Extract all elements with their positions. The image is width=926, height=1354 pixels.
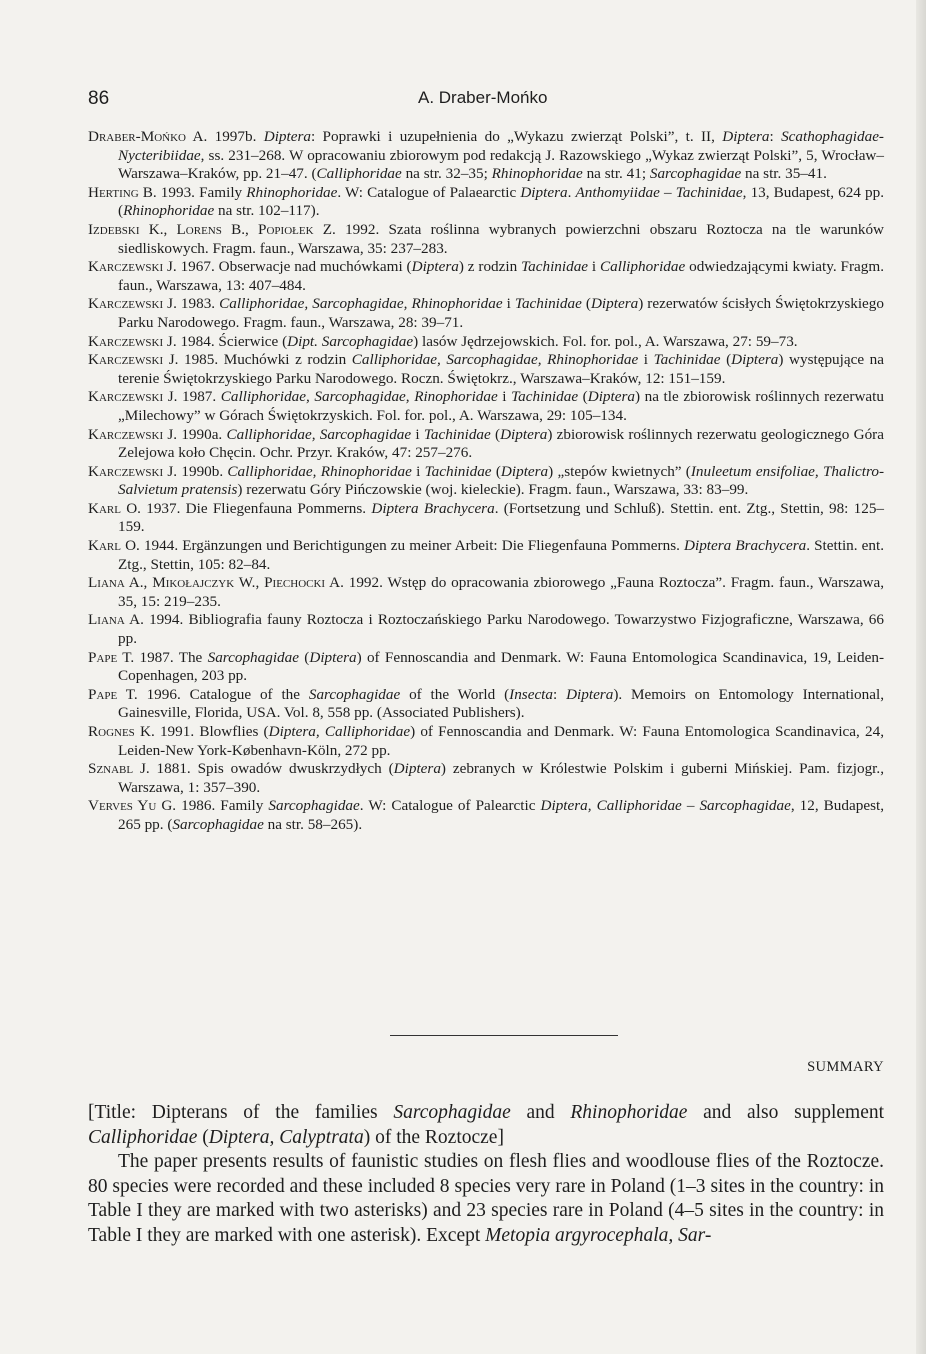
reference-author: Pape T. — [88, 648, 135, 666]
reference-author: Karczewski J. — [88, 258, 177, 276]
reference-author: Karczewski J. — [88, 351, 179, 369]
reference-entry: Rognes K. 1991. Blowflies (Diptera, Calliphoridae) of Fennoscandia and Denmark. W: Fauna Entomologica Scandinavica, 24, Leiden-New York-København-Köln, 272 pp. — [88, 723, 884, 759]
italic-term: Diptera — [587, 388, 635, 406]
page-edge-shadow — [916, 0, 926, 1354]
italic-term: Diptera — [566, 685, 614, 703]
reference-author: Liana A. — [88, 611, 144, 629]
summary-section — [88, 1101, 884, 1249]
italic-term: Tachinidae — [424, 462, 492, 480]
reference-author: Karczewski J. — [88, 295, 177, 313]
italic-term: Calliphoridae, Rhinophoridae — [227, 462, 412, 480]
reference-author: Karczewski J. — [88, 462, 178, 480]
italic-term: Insecta — [509, 685, 553, 703]
italic-term: Sarcophagidae — [649, 165, 742, 183]
italic-term: Tachinidae — [653, 351, 721, 369]
italic-term: Calliphoridae — [600, 258, 686, 276]
reference-entry: Sznabl J. 1881. Spis owadów dwuskrzydłych (Diptera) zebranych w Królestwie Polskim i guberni Mińskiej. Pam. fizjogr., Warszawa, 1: 357–390. — [88, 760, 884, 796]
italic-term: Diptera — [500, 425, 548, 443]
reference-author: Verves Yu G. — [88, 797, 177, 815]
italic-term: Inuleetum ensifoliae, Thalictro-Salvietum pratensis — [118, 462, 885, 499]
reference-entry: Karczewski J. 1983. Calliphoridae, Sarcophagidae, Rhinophoridae i Tachinidae (Diptera) rezerwatów ścisłych Świętokrzyskiego Parku Narodowego. Fragm. faun., Warszawa, 28: 39–71. — [88, 295, 884, 331]
reference-author: Izdebski K., Lorens B., Popiołek Z. — [88, 220, 336, 238]
italic-term: Sarcophagidae — [308, 685, 401, 703]
reference-author: Pape T. — [88, 685, 138, 703]
italic-term: Tachinidae — [514, 295, 582, 313]
reference-entry: Verves Yu G. 1986. Family Sarcophagidae. W: Catalogue of Palearctic Diptera, Calliphoridae – Sarcophagidae, 12, Budapest, 265 pp. (Sarcophagidae na str. 58–265). — [88, 797, 884, 833]
italic-term: Diptera — [590, 295, 639, 313]
reference-author: Karl O. — [88, 499, 141, 517]
reference-author: Karczewski J. — [88, 332, 177, 350]
reference-entry: Karczewski J. 1967. Obserwacje nad muchówkami (Diptera) z rodzin Tachinidae i Calliphoridae odwiedzającymi kwiaty. Fragm. faun., Warszawa, 13: 407–484. — [88, 258, 884, 294]
italic-term: Calliphoridae, Sarcophagidae, Rhinophoridae — [219, 295, 503, 313]
italic-term: Tachinidae — [423, 425, 491, 443]
reference-entry: Karczewski J. 1985. Muchówki z rodzin Calliphoridae, Sarcophagidae, Rhinophoridae i Tachinidae (Diptera) występujące na terenie Świętokrzyskiego Parku Narodowego. Roczn. Świętokrz., Warszawa–Kraków, 12: 151–159. — [88, 351, 884, 387]
running-head: A. Draber-Mońko — [418, 88, 548, 107]
italic-term: Diptera — [411, 258, 459, 276]
reference-author: Liana A., Mikołajczyk W., Piechocki A. — [88, 574, 344, 592]
reference-entry: Karczewski J. 1990a. Calliphoridae, Sarcophagidae i Tachinidae (Diptera) zbiorowisk roślinnych rezerwatu geologicznego Góra Zelejowa koło Chęcin. Ochr. Przyr. Kraków, 47: 257–276. — [88, 425, 884, 462]
page-number: 86 — [88, 88, 110, 109]
italic-term: Diptera — [520, 183, 568, 201]
reference-entry: Karczewski J. 1987. Calliphoridae, Sarcophagidae, Rinophoridae i Tachinidae (Diptera) na tle zbiorowisk roślinnych rezerwatu „Milechowy” w Górach Świętokrzyskich. Fol. for. pol., A. Warszawa, 29: 105–134. — [88, 388, 884, 424]
reference-entry: Liana A., Mikołajczyk W., Piechocki A. 1992. Wstęp do opracowania zbiorowego „Fauna Roztocza”. Fragm. faun., Warszawa, 35, 15: 219–235. — [88, 574, 884, 610]
italic-term: Calliphoridae, Sarcophagidae, Rhinophoridae — [351, 351, 639, 369]
italic-term: Calliphoridae, Sarcophagidae — [226, 425, 412, 443]
reference-entry: Karl O. 1944. Ergänzungen und Berichtigungen zu meiner Arbeit: Die Fliegenfauna Pommerns. Diptera Brachycera. Stettin. ent. Ztg., Stettin, 105: 82–84. — [88, 537, 885, 573]
reference-entry: Pape T. 1987. The Sarcophagidae (Diptera) of Fennoscandia and Denmark. W: Fauna Entomologica Scandinavica, 19, Leiden-Copenhagen, 203 pp. — [88, 648, 884, 685]
reference-entry: Karczewski J. 1990b. Calliphoridae, Rhinophoridae i Tachinidae (Diptera) „stepów kwietnych” (Inuleetum ensifoliae, Thalictro-Salvietum pratensis) rezerwatu Góry Pińczowskie (woj. kieleckie). Fragm. faun., Warszawa, 33: 83–99. — [88, 462, 885, 499]
italic-term: Diptera — [731, 351, 779, 369]
italic-term: Sarcophagidae — [393, 1102, 511, 1123]
reference-entry: Draber-Mońko A. 1997b. Diptera: Poprawki i uzupełnienia do „Wykazu zwierząt Polski”, t. II, Diptera: Scathophagidae-Nycteribiidae, ss. 231–268. W opracowaniu zbiorowym pod redakcją J. Razowskiego „Wykaz zwierząt Polski”, 5, Wrocław–Warszawa–Kraków, pp. 21–47. (Calliphoridae na str. 32–35; Rhinophoridae na str. 41; Sarcophagidae na str. 35–41. — [88, 128, 884, 183]
reference-entry: Karczewski J. 1984. Ścierwice (Dipt. Sarcophagidae) lasów Jędrzejowskich. Fol. for. pol., A. Warszawa, 27: 59–73. — [88, 332, 798, 350]
italic-term: Diptera — [393, 760, 441, 778]
italic-term: Rhinophoridae — [491, 165, 583, 183]
italic-term: Rhinophoridae — [570, 1102, 688, 1123]
reference-list — [88, 128, 884, 835]
italic-term: Metopia argyrocephala, Sar- — [485, 1224, 712, 1246]
italic-term: Tachinidae — [521, 258, 589, 276]
reference-entry: Herting B. 1993. Family Rhinophoridae. W: Catalogue of Palaearctic Diptera. Anthomyiidae – Tachinidae, 13, Budapest, 624 pp. (Rhinophoridae na str. 102–117). — [88, 183, 885, 220]
reference-entry: Karl O. 1937. Die Fliegenfauna Pommerns. Diptera Brachycera. (Fortsetzung und Schluß). Stettin. ent. Ztg., Stettin, 98: 125–159. — [88, 499, 885, 536]
italic-term: Diptera, Calliphoridae — [268, 723, 411, 740]
reference-author: Sznabl J. — [88, 760, 150, 778]
italic-term: Calliphoridae, Sarcophagidae, Rinophoridae — [220, 388, 498, 406]
italic-term: Sarcophagidae — [207, 648, 299, 666]
summary-title: [Title: Dipterans of the families Sarcophagidae and Rhinophoridae and also supplement Calliphoridae (Diptera, Calyptrata) of the Roztocze] — [88, 1102, 885, 1148]
italic-term: Diptera, Calliphoridae – Sarcophagidae — [540, 797, 791, 815]
italic-term: Dipt. Sarcophagidae — [287, 332, 414, 350]
reference-entry: Liana A. 1994. Bibliografia fauny Roztocza i Roztoczańskiego Parku Narodowego. Towarzystwo Fizjograficzne, Warszawa, 66 pp. — [88, 611, 884, 648]
italic-term: Diptera — [309, 648, 357, 666]
summary-heading: SUMMARY — [807, 1059, 884, 1075]
italic-term: Rhinophoridae — [123, 202, 215, 220]
italic-term: Diptera — [722, 128, 770, 145]
italic-term: Calliphoridae — [88, 1126, 198, 1148]
section-divider — [390, 1035, 618, 1036]
italic-term: Sarcophagidae — [172, 815, 264, 833]
italic-term: Diptera Brachycera — [371, 499, 495, 517]
reference-author: Karczewski J. — [88, 425, 178, 443]
italic-term: Sarcophagidae — [268, 797, 360, 815]
italic-term: Tachinidae — [511, 388, 579, 406]
page-header — [88, 88, 840, 112]
summary-body: The paper presents results of faunistic studies on flesh flies and woodlouse flies of the Roztocze. 80 species were recorded and these included 8 species very rare in Poland (1–3 sites in the country: in Table I they are marked with two asterisks) and 23 species rare in Poland (4–5 sites in the country: in Table I they are marked with one asterisk). Except Metopia argyrocephala, Sar- — [88, 1151, 884, 1246]
reference-author: Herting B. — [88, 183, 157, 201]
reference-author: Karczewski J. — [88, 388, 178, 406]
italic-term: Diptera — [263, 128, 311, 145]
reference-author: Karl O. — [88, 537, 140, 555]
reference-author: Rognes K. — [88, 723, 155, 740]
italic-term: Scathophagidae-Nycteribiidae — [118, 128, 884, 164]
italic-term: Rhinophoridae — [246, 183, 338, 201]
reference-author: Draber-Mońko A. — [88, 128, 208, 145]
reference-entry: Pape T. 1996. Catalogue of the Sarcophagidae of the World (Insecta: Diptera). Memoirs on Entomology International, Gainesville, Florida, USA. Vol. 8, 558 pp. (Associated Publishers). — [88, 685, 884, 722]
italic-term: Diptera, Calyptrata — [208, 1126, 364, 1148]
italic-term: Diptera Brachycera — [684, 537, 807, 555]
italic-term: Calliphoridae — [316, 165, 402, 183]
italic-term: Diptera — [500, 462, 549, 480]
italic-term: Anthomyiidae – Tachinidae — [575, 183, 743, 201]
reference-entry: Izdebski K., Lorens B., Popiołek Z. 1992. Szata roślinna wybranych powierzchni obszaru Roztocza na tle warunków siedliskowych. Fragm. faun., Warszawa, 35: 237–283. — [88, 220, 884, 257]
